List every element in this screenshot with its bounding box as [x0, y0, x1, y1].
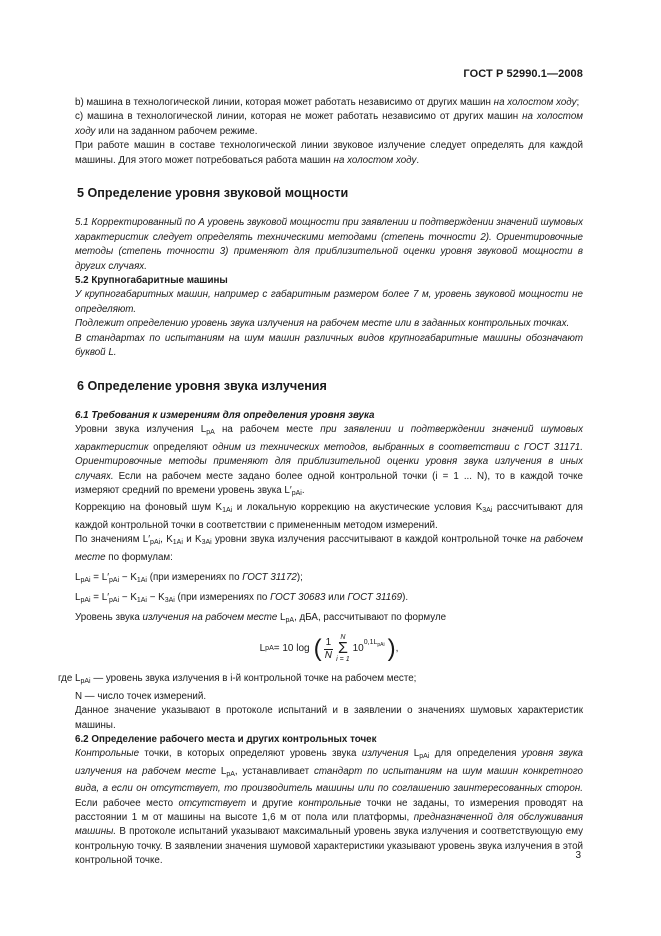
formula-1: $L_{pAi} = L'_{pAi} - K_{1Ai}$ (при измерениях по ГОСТ 31172);: [75, 571, 303, 584]
document-body: [58, 96, 584, 869]
left-paren: (: [313, 635, 322, 663]
section-6-1-p3: По значениям $L'_{pAi}$, $K_{1Ai}$ и $K_{3Ai}$ уровни звука излучения рассчитывают в каждой контрольной точке на рабочем месте по формулам:: [75, 534, 583, 563]
intro-paragraph: При работе машин в составе технологической линии звуковое излучение следует определять для каждой машины. Для этого может потребоваться работа машин на холостом ходу.: [75, 140, 583, 166]
exponent: $0,1L_{pAi}$: [363, 639, 385, 649]
section-5-2-p1: У крупногабаритных машин, например с габаритным размером более 7 м, уровень звуковой мощности не определяют.: [75, 289, 583, 315]
list-item-b: b) машина в технологической линии, которая может работать независимо от других машин на холостом ходу;: [75, 97, 580, 108]
section-5-title: 5 Определение уровня звуковой мощности: [77, 186, 349, 201]
section-6-1-p4: Уровень звука излучения на рабочем месте $L_{pA}$, дБА, рассчитывают по формуле: [75, 611, 447, 624]
section-5-1: 5.1 Корректированный по А уровень звуковой мощности при заявлении и подтверждении значений шумовых характеристик следует определять техническими методами (степень точности 2). Ориентировочные методы (степень точности 3) применяют для приблизительной оценки уровня звуковой мощности в других случаях.: [75, 217, 583, 272]
formula-2: $L_{pAi} = L'_{pAi} - K_{1Ai} - K_{3Ai}$ (при измерениях по ГОСТ 30683 или ГОСТ 31169).: [75, 591, 409, 604]
section-6-1-p5: Данное значение указывают в протоколе испытаний и в заявлении о значениях шумовых характеристик машины.: [75, 705, 583, 731]
section-5-2-p2: Подлежит определению уровень звука излучения на рабочем месте или в заданных контрольных точках.: [75, 318, 570, 330]
list-item-c: c) машина в технологической линии, которая не может работать независимо от других машин на холостом ходу или на заданном рабочем режиме.: [75, 111, 583, 137]
right-paren: ): [387, 635, 396, 663]
formula-3: [75, 634, 583, 664]
page-number: 3: [575, 850, 581, 861]
section-6-1-p2: Коррекцию на фоновый шум $K_{1Ai}$ и локальную коррекцию на акустические условия $K_{3Ai}$ рассчитывают для каждой контрольной точки в соответствии с примененным методом измерений.: [75, 502, 583, 531]
summation: N Σ i = 1: [336, 634, 350, 664]
formula-block: [75, 569, 583, 609]
section-6-title: 6 Определение уровня звука излучения: [77, 378, 327, 393]
where-1: где $L_{pAi}$ — уровень звука излучения в i-й контрольной точке на рабочем месте;: [58, 673, 417, 686]
section-6-2-title: 6.2 Определение рабочего места и других контрольных точек: [75, 734, 377, 745]
document-code: ГОСТ Р 52990.1—2008: [463, 68, 583, 80]
formula-3-expression: L pA = 10 log ( 1 N N Σ i = 1 10 $0,1L_{pAi}$ ) ,: [259, 634, 399, 664]
section-6-2-p1: Контрольные точки, в которых определяют уровень звука излучения $L_{pAi}$ для определения уровня звука излучения на рабочем месте $L_{pA}$, устанавливает стандарт по испытаниям на шум машин конкретного вида, а если он отсутствует, то производитель машины или по соглашению заинтересованных сторон. Если рабочее место отсутствует и другие контрольные точки не заданы, то измерения проводят на расстоянии 1 м от машины на высоте 1,6 м от пола или платформы, предназначенной для обслуживания машины. В протоколе испытаний указывают максимальный уровень звука излучения и соответствующую ему контрольную точку. В заявлении значения шумовой характеристики указывают уровень звука излучения в этой контрольной точке.: [75, 748, 583, 867]
section-6-1-p1: Уровни звука излучения $L_{pA}$ на рабочем месте при заявлении и подтверждении значений шумовых характеристик определяют одним из технических методов, выбранных в соответствии с ГОСТ 31171. Ориентировочные методы применяют для приблизительной оценки уровня звука излучения в иных случаях. Если на рабочем месте задано более одной контрольной точки (i = 1 ... N), то в каждой точке измеряют средний по времени уровень звука $L'_{pAi}$.: [75, 424, 584, 497]
section-5-2-p3: В стандартах по испытаниям на шум машин различных видов крупногабаритные машины обозначают буквой L.: [75, 332, 583, 359]
section-6-1-title: 6.1 Требования к измерениям для определения уровня звука: [75, 409, 375, 421]
fraction: 1 N: [324, 636, 332, 661]
section-5-2-title: 5.2 Крупногабаритные машины: [75, 275, 228, 287]
where-2: N — число точек измерений.: [75, 690, 207, 702]
